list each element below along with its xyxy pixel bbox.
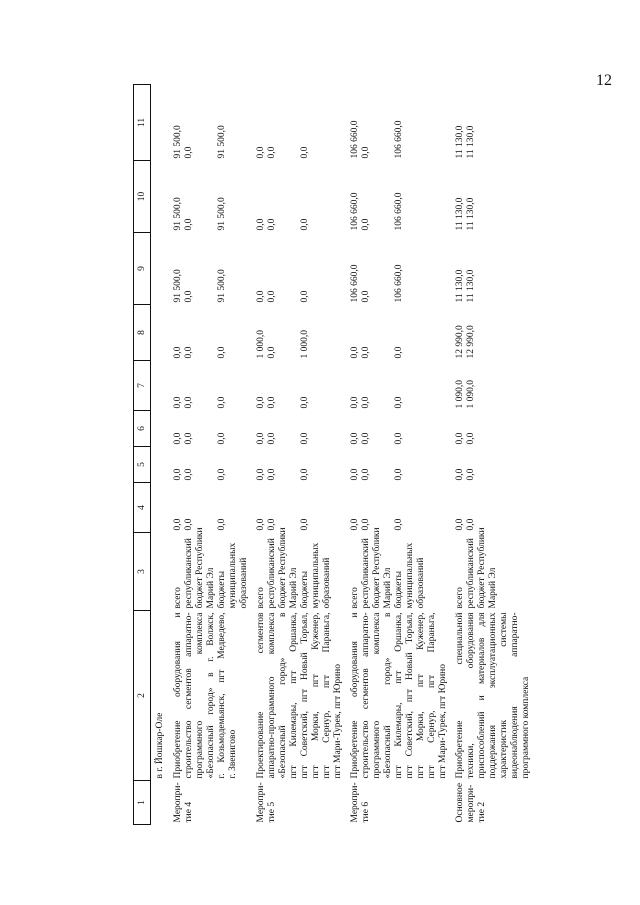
value-cell bbox=[170, 411, 253, 447]
value-cell-line: 91 500,0 bbox=[173, 125, 183, 159]
value-cell-line: 11 130,0 bbox=[466, 269, 476, 303]
measure-id-line: Меропри- bbox=[256, 782, 266, 823]
measure-name-line: пгт Килемары, пгт Оршанка, bbox=[394, 612, 404, 779]
value-cell-line: 0,0 bbox=[466, 518, 476, 531]
measure-id-line: Меропри- bbox=[173, 782, 183, 823]
measure-name-line: пгт Мари-Турек, пгт Юрино bbox=[438, 663, 448, 779]
value-cell-line bbox=[289, 307, 300, 359]
value-cell-line bbox=[195, 87, 206, 159]
table-row bbox=[347, 85, 452, 825]
value-cell-line bbox=[278, 87, 289, 159]
value-cell-line: 0,0 bbox=[267, 468, 277, 481]
value-cell bbox=[452, 411, 535, 447]
value-cell-line: 0,0 bbox=[184, 518, 194, 531]
measure-name-line: строительство сегментов аппаратно- bbox=[361, 612, 371, 779]
value-cell-line bbox=[289, 363, 300, 409]
value-cell-line: 106 660,0 bbox=[394, 120, 404, 159]
value-cell-line bbox=[383, 363, 394, 409]
measure-name-line: пгт Килемары, пгт Оршанка, bbox=[289, 612, 299, 779]
value-cell-line: 106 660,0 bbox=[350, 192, 360, 231]
value-cell-line: 0,0 bbox=[217, 432, 227, 445]
value-cell-line bbox=[372, 235, 383, 303]
value-cell-line: 0,0 bbox=[361, 396, 371, 409]
value-cell-line bbox=[206, 413, 217, 445]
value-cell-line: 106 660,0 bbox=[394, 264, 404, 303]
value-cell-line bbox=[383, 449, 394, 481]
funding-source-line: бюджет Республики bbox=[278, 527, 288, 609]
value-cell-line: 0,0 bbox=[300, 518, 310, 531]
value-cell-line: 0,0 bbox=[466, 468, 476, 481]
value-cell-line bbox=[372, 449, 383, 481]
value-cell-line: 0,0 bbox=[350, 468, 360, 481]
value-cell-line: 0,0 bbox=[350, 396, 360, 409]
value-cell bbox=[452, 85, 535, 161]
funding-source-line: республиканский bbox=[466, 538, 476, 609]
value-cell-line: 0,0 bbox=[300, 468, 310, 481]
value-cell bbox=[253, 361, 347, 411]
measure-name bbox=[347, 611, 452, 781]
measure-id bbox=[253, 781, 347, 825]
value-cell-line: 106 660,0 bbox=[350, 264, 360, 303]
column-header: 2 bbox=[134, 611, 151, 781]
value-cell-line: 0,0 bbox=[267, 146, 277, 159]
measure-name-line: характеристик системы bbox=[499, 612, 509, 779]
measure-name-line: пгт Морки, пгт Куженер, bbox=[416, 612, 426, 779]
value-cell-line bbox=[289, 163, 300, 231]
city-heading: в г. Йошкар-Оле bbox=[155, 712, 165, 779]
value-cell-line bbox=[383, 307, 394, 359]
column-header: 9 bbox=[134, 233, 151, 305]
value-cell-line: 106 660,0 bbox=[394, 192, 404, 231]
measure-name bbox=[253, 611, 347, 781]
value-cell-line bbox=[195, 485, 206, 531]
value-cell-line: 0,0 bbox=[217, 346, 227, 359]
funding-source-line: всего bbox=[455, 587, 465, 609]
measure-id bbox=[347, 781, 452, 825]
value-cell-line: 0,0 bbox=[361, 218, 371, 231]
measure-id-line: Основное bbox=[455, 782, 465, 823]
measure-name-line: «Безопасный город» в г. Волжск, bbox=[206, 612, 216, 779]
funding-source bbox=[347, 527, 452, 611]
funding-source-line: Марий Эл bbox=[206, 567, 216, 609]
value-cell-line: 11 130,0 bbox=[455, 269, 465, 303]
value-cell-line: 0,0 bbox=[455, 518, 465, 531]
measure-id-line: тие 5 bbox=[267, 801, 277, 823]
column-header: 3 bbox=[134, 533, 151, 611]
value-cell-line: 1 000,0 bbox=[256, 330, 266, 359]
value-cell-line: 0,0 bbox=[184, 346, 194, 359]
funding-source-line: муниципальных bbox=[311, 542, 321, 609]
funding-source-line: бюджеты bbox=[217, 571, 227, 609]
value-cell-line bbox=[383, 413, 394, 445]
table-row bbox=[170, 85, 253, 825]
column-header: 4 bbox=[134, 483, 151, 533]
value-cell-line: 1 090,0 bbox=[466, 380, 476, 409]
value-cell-line: 0,0 bbox=[350, 518, 360, 531]
value-cell-line: 0,0 bbox=[256, 468, 266, 481]
value-cell bbox=[170, 361, 253, 411]
value-cell-line: 0,0 bbox=[267, 396, 277, 409]
value-cell bbox=[452, 447, 535, 483]
measure-name-line: видеонаблюдения аппаратно- bbox=[510, 612, 520, 779]
funding-source-line: всего bbox=[173, 587, 183, 609]
funding-source-line: бюджеты bbox=[300, 571, 310, 609]
value-cell-line: 0,0 bbox=[184, 218, 194, 231]
measure-id-line: тие 6 bbox=[361, 801, 371, 823]
measure-name-line: приспособлений и материалов для bbox=[477, 612, 487, 779]
funding-source-line: образований bbox=[416, 557, 426, 609]
value-cell-line: 0,0 bbox=[217, 518, 227, 531]
value-cell-line bbox=[372, 163, 383, 231]
value-cell-line bbox=[206, 485, 217, 531]
value-cell-line: 0,0 bbox=[256, 290, 266, 303]
table-body bbox=[151, 85, 536, 825]
value-cell bbox=[347, 447, 452, 483]
measure-id-line: тие 4 bbox=[184, 801, 194, 823]
value-cell bbox=[170, 233, 253, 305]
measure-name-line: Приобретение оборудования и bbox=[173, 612, 183, 779]
value-cell-line: 0,0 bbox=[300, 432, 310, 445]
budget-table bbox=[133, 84, 535, 825]
value-cell-line bbox=[206, 163, 217, 231]
value-cell-line: 0,0 bbox=[394, 396, 404, 409]
value-cell bbox=[170, 483, 253, 533]
measure-name-line: пгт Морки, пгт Куженер, bbox=[311, 612, 321, 779]
page-number: 12 bbox=[596, 72, 612, 89]
measure-name-line: техники, оборудования bbox=[466, 612, 476, 779]
value-cell-line bbox=[372, 307, 383, 359]
value-cell-line: 0,0 bbox=[394, 346, 404, 359]
measure-name-line: поддержания эксплуатационных bbox=[488, 612, 498, 779]
measure-name-line: Приобретение специальной bbox=[455, 612, 465, 779]
value-cell-line: 0,0 bbox=[300, 146, 310, 159]
value-cell-line: 106 660,0 bbox=[350, 120, 360, 159]
measure-name-line: «Безопасный город» в bbox=[278, 612, 288, 779]
value-cell-line: 0,0 bbox=[184, 290, 194, 303]
value-cell-line: 0,0 bbox=[394, 432, 404, 445]
value-cell-line: 0,0 bbox=[184, 432, 194, 445]
city-heading-row bbox=[151, 85, 171, 825]
value-cell-line: 0,0 bbox=[361, 290, 371, 303]
value-cell-line: 0,0 bbox=[267, 432, 277, 445]
measure-name-line: программного комплекса bbox=[372, 612, 382, 779]
value-cell-line: 0,0 bbox=[256, 518, 266, 531]
table-row bbox=[452, 85, 535, 825]
value-cell bbox=[253, 447, 347, 483]
value-cell-line: 91 500,0 bbox=[217, 125, 227, 159]
value-cell-line: 0,0 bbox=[184, 146, 194, 159]
column-header: 6 bbox=[134, 411, 151, 447]
measure-name-line: г. Козьмодемьянск, пгт Медведево, bbox=[217, 612, 227, 779]
value-cell-line bbox=[195, 235, 206, 303]
value-cell-line bbox=[289, 413, 300, 445]
table-row bbox=[253, 85, 347, 825]
rotated-table-container bbox=[133, 85, 531, 825]
value-cell-line: 11 130,0 bbox=[455, 125, 465, 159]
value-cell-line: 0,0 bbox=[267, 218, 277, 231]
value-cell-line: 0,0 bbox=[184, 468, 194, 481]
value-cell-line: 1 000,0 bbox=[300, 330, 310, 359]
value-cell-line bbox=[195, 413, 206, 445]
measure-id-line: Меропри- bbox=[350, 782, 360, 823]
value-cell-line: 0,0 bbox=[267, 290, 277, 303]
value-cell-line: 0,0 bbox=[300, 290, 310, 303]
funding-source bbox=[170, 527, 253, 611]
value-cell-line: 91 500,0 bbox=[173, 269, 183, 303]
value-cell bbox=[347, 305, 452, 361]
funding-source-line: бюджеты bbox=[394, 571, 404, 609]
value-cell bbox=[253, 233, 347, 305]
value-cell-line bbox=[372, 413, 383, 445]
funding-source-line: республиканский bbox=[184, 538, 194, 609]
value-cell-line: 0,0 bbox=[361, 146, 371, 159]
value-cell-line: 0,0 bbox=[466, 432, 476, 445]
funding-source bbox=[452, 527, 535, 611]
value-cell-line bbox=[289, 87, 300, 159]
value-cell-line: 0,0 bbox=[267, 518, 277, 531]
value-cell-line bbox=[195, 363, 206, 409]
value-cell-line bbox=[372, 363, 383, 409]
value-cell-line: 11 130,0 bbox=[466, 125, 476, 159]
measure-name bbox=[452, 611, 535, 781]
value-cell-line bbox=[195, 449, 206, 481]
value-cell-line bbox=[278, 163, 289, 231]
measure-name-line: пгт Мари-Турек, пгт Юрино bbox=[333, 663, 343, 779]
value-cell bbox=[347, 233, 452, 305]
value-cell-line bbox=[206, 363, 217, 409]
funding-source-line: бюджет Республики bbox=[195, 527, 205, 609]
funding-source-line: всего bbox=[256, 587, 266, 609]
value-cell-line bbox=[278, 307, 289, 359]
value-cell-line: 0,0 bbox=[256, 218, 266, 231]
value-cell bbox=[452, 483, 535, 533]
value-cell-line bbox=[278, 413, 289, 445]
measure-name-line: г. Звенигово bbox=[228, 729, 238, 779]
funding-source bbox=[253, 527, 347, 611]
funding-source-line: всего bbox=[350, 587, 360, 609]
funding-source-line: республиканский bbox=[267, 538, 277, 609]
value-cell-line: 0,0 bbox=[173, 346, 183, 359]
value-cell bbox=[253, 85, 347, 161]
measure-name-line: программного комплекса bbox=[195, 612, 205, 779]
measure-id bbox=[452, 781, 535, 825]
measure-name-line: «Безопасный город» в bbox=[383, 612, 393, 779]
funding-source-line: образований bbox=[239, 557, 249, 609]
value-cell-line: 0,0 bbox=[361, 518, 371, 531]
measure-name-line: пгт Советский, пгт Новый Торъял, bbox=[405, 612, 415, 779]
value-cell bbox=[452, 361, 535, 411]
measure-name-line: Приобретение оборудования и bbox=[350, 612, 360, 779]
funding-source-line: Марий Эл bbox=[383, 567, 393, 609]
column-header: 11 bbox=[134, 85, 151, 161]
value-cell-line bbox=[278, 235, 289, 303]
value-cell-line: 0,0 bbox=[256, 396, 266, 409]
value-cell-line: 0,0 bbox=[217, 396, 227, 409]
value-cell bbox=[170, 161, 253, 233]
measure-id-line: тие 2 bbox=[477, 801, 487, 823]
measure-id-line: меропри- bbox=[466, 784, 476, 823]
value-cell bbox=[170, 85, 253, 161]
value-cell-line: 11 130,0 bbox=[466, 197, 476, 231]
funding-source-line: Марий Эл bbox=[289, 567, 299, 609]
value-cell bbox=[452, 161, 535, 233]
value-cell-line: 1 090,0 bbox=[455, 380, 465, 409]
value-cell-line: 0,0 bbox=[256, 146, 266, 159]
measure-name-line: пгт Сернур, пгт Параньга, bbox=[427, 612, 437, 779]
value-cell-line bbox=[383, 87, 394, 159]
value-cell-line bbox=[206, 87, 217, 159]
value-cell-line bbox=[372, 87, 383, 159]
value-cell-line: 0,0 bbox=[394, 518, 404, 531]
funding-source-line: бюджет Республики bbox=[477, 527, 487, 609]
funding-source-line: муниципальных bbox=[405, 542, 415, 609]
value-cell-line: 0,0 bbox=[173, 396, 183, 409]
value-cell-line bbox=[383, 485, 394, 531]
value-cell-line bbox=[206, 307, 217, 359]
header-row bbox=[134, 85, 151, 825]
measure-id bbox=[170, 781, 253, 825]
value-cell-line bbox=[289, 235, 300, 303]
funding-source-line: республиканский bbox=[361, 538, 371, 609]
value-cell bbox=[253, 483, 347, 533]
value-cell-line: 0,0 bbox=[361, 432, 371, 445]
value-cell-line: 0,0 bbox=[455, 468, 465, 481]
value-cell-line bbox=[206, 235, 217, 303]
column-header: 5 bbox=[134, 447, 151, 483]
value-cell-line bbox=[289, 449, 300, 481]
value-cell-line: 12 990,0 bbox=[466, 325, 476, 359]
measure-name-line: аппаратно-программного комплекса bbox=[267, 612, 277, 779]
value-cell-line: 91 500,0 bbox=[217, 269, 227, 303]
value-cell-line: 0,0 bbox=[256, 432, 266, 445]
value-cell bbox=[170, 447, 253, 483]
value-cell bbox=[347, 411, 452, 447]
value-cell-line bbox=[289, 485, 300, 531]
value-cell-line: 0,0 bbox=[217, 468, 227, 481]
value-cell-line: 0,0 bbox=[300, 218, 310, 231]
funding-source-line: образований bbox=[322, 557, 332, 609]
measure-name-line: пгт Сернур, пгт Параньга, bbox=[322, 612, 332, 779]
value-cell-line: 0,0 bbox=[173, 518, 183, 531]
value-cell bbox=[347, 483, 452, 533]
value-cell-line bbox=[195, 307, 206, 359]
funding-source-line: бюджет Республики bbox=[372, 527, 382, 609]
value-cell-line bbox=[372, 485, 383, 531]
value-cell-line: 91 500,0 bbox=[217, 197, 227, 231]
value-cell bbox=[452, 233, 535, 305]
value-cell-line: 0,0 bbox=[361, 468, 371, 481]
value-cell-line: 0,0 bbox=[350, 432, 360, 445]
value-cell-line bbox=[278, 485, 289, 531]
value-cell-line bbox=[278, 449, 289, 481]
value-cell-line bbox=[278, 363, 289, 409]
value-cell bbox=[170, 305, 253, 361]
funding-source-line: муниципальных bbox=[228, 542, 238, 609]
measure-name-line: пгт Советский, пгт Новый Торъял, bbox=[300, 612, 310, 779]
value-cell bbox=[347, 361, 452, 411]
value-cell-line bbox=[383, 163, 394, 231]
value-cell bbox=[452, 305, 535, 361]
funding-source-line: Марий Эл bbox=[488, 567, 498, 609]
measure-name bbox=[170, 611, 253, 781]
measure-name-line: программного комплекса bbox=[521, 676, 531, 779]
column-header: 7 bbox=[134, 361, 151, 411]
column-header: 1 bbox=[134, 781, 151, 825]
value-cell-line: 0,0 bbox=[184, 396, 194, 409]
value-cell-line: 0,0 bbox=[300, 396, 310, 409]
value-cell-line: 0,0 bbox=[173, 468, 183, 481]
value-cell-line bbox=[195, 163, 206, 231]
measure-name-line: строительство сегментов аппаратно- bbox=[184, 612, 194, 779]
value-cell-line bbox=[206, 449, 217, 481]
value-cell-line: 11 130,0 bbox=[455, 197, 465, 231]
value-cell bbox=[347, 161, 452, 233]
value-cell-line: 12 990,0 bbox=[455, 325, 465, 359]
value-cell bbox=[253, 305, 347, 361]
value-cell-line: 0,0 bbox=[350, 346, 360, 359]
value-cell-line bbox=[383, 235, 394, 303]
value-cell-line: 0,0 bbox=[394, 468, 404, 481]
value-cell-line: 0,0 bbox=[455, 432, 465, 445]
value-cell-line: 0,0 bbox=[173, 432, 183, 445]
value-cell bbox=[347, 85, 452, 161]
value-cell bbox=[253, 161, 347, 233]
value-cell-line: 0,0 bbox=[267, 346, 277, 359]
measure-name-line: Проектирование сегментов bbox=[256, 612, 266, 779]
value-cell bbox=[253, 411, 347, 447]
column-header: 10 bbox=[134, 161, 151, 233]
value-cell-line: 91 500,0 bbox=[173, 197, 183, 231]
column-header: 8 bbox=[134, 305, 151, 361]
value-cell-line: 0,0 bbox=[361, 346, 371, 359]
